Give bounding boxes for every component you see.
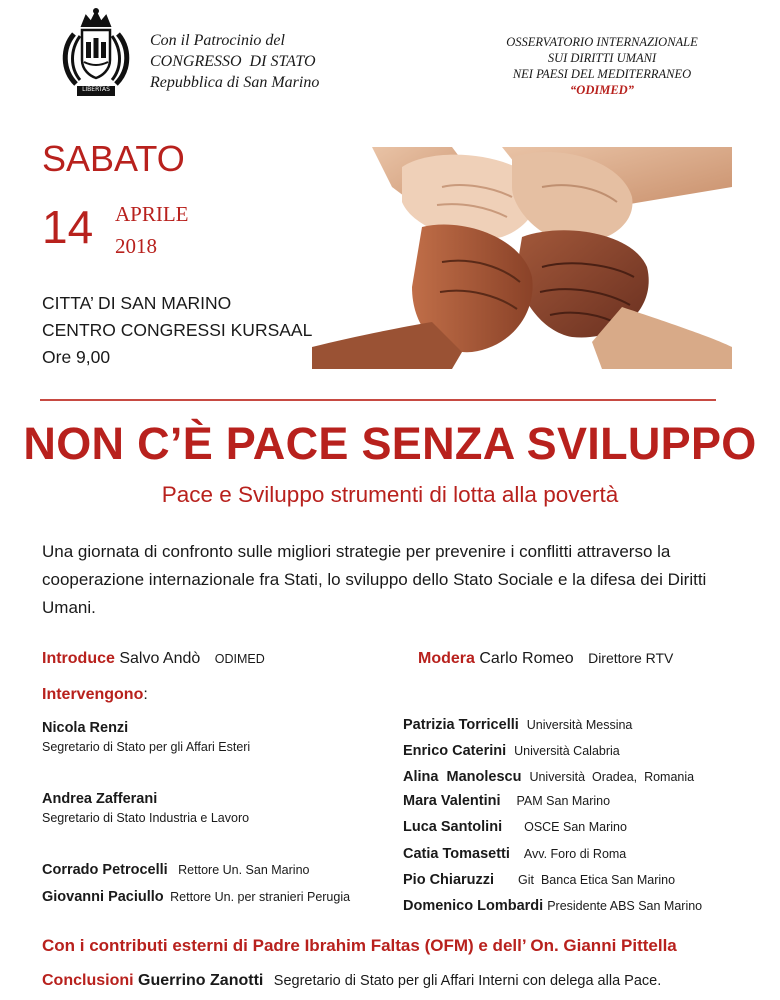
speaker-role: Git Banca Etica San Marino bbox=[518, 873, 676, 887]
conclusions-label: Conclusioni bbox=[42, 972, 134, 989]
introduce-role: ODIMED bbox=[214, 652, 265, 666]
speaker-left bbox=[42, 791, 249, 825]
speaker-role: OSCE San Marino bbox=[524, 820, 627, 834]
venue-time: Ore 9,00 bbox=[42, 347, 111, 367]
speaker-name: Luca Santolini bbox=[403, 819, 503, 835]
speaker-name: Domenico Lombardi bbox=[403, 898, 544, 914]
day-number: 14 bbox=[42, 201, 94, 253]
speaker-name: Pio Chiaruzzi bbox=[403, 872, 495, 888]
venue bbox=[42, 290, 312, 371]
month: APRILE bbox=[115, 202, 189, 226]
intro-paragraph: Una giornata di confronto sulle migliori strategie per prevenire i conflitti attraverso la cooperazione internazionale fra Stati, lo sviluppo dello Stato Sociale e la difesa dei Diritti Umani. bbox=[42, 542, 707, 617]
month-year bbox=[115, 198, 189, 262]
year: 2018 bbox=[115, 234, 157, 258]
speaker-role: Università Messina bbox=[526, 718, 633, 732]
speaker-role: Avv. Foro di Roma bbox=[523, 847, 627, 861]
emblem-motto: LIBERTAS bbox=[82, 86, 110, 93]
observatory-line: SUI DIRITTI UMANI bbox=[547, 51, 657, 65]
venue-center: CENTRO CONGRESSI KURSAAL bbox=[42, 320, 313, 340]
linked-hands-photo bbox=[312, 147, 732, 369]
speaker-right bbox=[403, 871, 675, 889]
speaker-right bbox=[403, 845, 626, 863]
observatory-text bbox=[470, 34, 734, 98]
speaker-role: Rettore Un. San Marino bbox=[178, 863, 310, 877]
speaker-right bbox=[403, 768, 694, 786]
observatory-line: OSSERVATORIO INTERNAZIONALE bbox=[506, 35, 698, 49]
subtitle: Pace e Sviluppo strumenti di lotta alla povertà bbox=[161, 482, 619, 507]
speaker-right bbox=[403, 818, 627, 836]
speaker-name: Nicola Renzi bbox=[42, 720, 129, 736]
introduce-row bbox=[42, 650, 265, 668]
speaker-left bbox=[42, 720, 250, 754]
speaker-role: Segretario di Stato per gli Affari Esteri bbox=[42, 740, 251, 754]
venue-city: CITTA’ DI SAN MARINO bbox=[42, 293, 232, 313]
main-title: NON C’È PACE SENZA SVILUPPO bbox=[23, 418, 757, 469]
speaker-name: Corrado Petrocelli bbox=[42, 862, 168, 878]
speaker-role: Segretario di Stato Industria e Lavoro bbox=[42, 811, 250, 825]
day-name: SABATO bbox=[42, 138, 185, 179]
divider-line bbox=[40, 399, 716, 401]
speaker-name: Andrea Zafferani bbox=[42, 791, 158, 807]
speaker-role: Rettore Un. per stranieri Perugia bbox=[170, 890, 351, 904]
modera-row bbox=[418, 650, 673, 668]
introduce-label: Introduce bbox=[42, 650, 115, 667]
speaker-role: Università Calabria bbox=[514, 744, 620, 758]
speaker-right bbox=[403, 897, 702, 915]
conclusions-row bbox=[42, 972, 661, 990]
modera-label: Modera bbox=[418, 650, 475, 667]
conclusions-role: Segretario di Stato per gli Affari Interni con delega alla Pace. bbox=[273, 973, 662, 989]
speaker-name: Patrizia Torricelli bbox=[403, 717, 519, 733]
speaker-name: Catia Tomasetti bbox=[403, 846, 510, 862]
intervengono-label: Intervengono bbox=[42, 686, 144, 703]
contributions-line: Con i contributi esterni di Padre Ibrahim Faltas (OFM) e dell’ On. Gianni Pittella bbox=[42, 936, 677, 955]
speaker-name: Enrico Caterini bbox=[403, 743, 507, 759]
introduce-name: Salvo Andò bbox=[119, 650, 201, 667]
conclusions-name: Guerrino Zanotti bbox=[138, 972, 264, 989]
modera-name: Carlo Romeo bbox=[479, 650, 574, 667]
observatory-line: NEI PAESI DEL MEDITERRANEO bbox=[512, 67, 692, 81]
patronage-text bbox=[150, 30, 319, 93]
speaker-name: Mara Valentini bbox=[403, 793, 501, 809]
speaker-right bbox=[403, 742, 620, 760]
speaker-role: Presidente ABS San Marino bbox=[547, 899, 703, 913]
speaker-name: Alina Manolescu bbox=[403, 769, 522, 785]
modera-role: Direttore RTV bbox=[588, 650, 674, 666]
patronage-line: CONGRESSO DI STATO bbox=[150, 53, 316, 70]
speaker-left bbox=[42, 861, 309, 879]
speaker-right bbox=[403, 716, 632, 734]
patronage-line: Repubblica di San Marino bbox=[150, 74, 320, 91]
observatory-acronym: “ODIMED” bbox=[570, 83, 634, 97]
speaker-role: PAM San Marino bbox=[516, 794, 611, 808]
intervengono-row: Intervengono: bbox=[42, 686, 148, 703]
speaker-name: Giovanni Paciullo bbox=[42, 889, 164, 905]
speaker-left bbox=[42, 888, 350, 906]
speaker-role: Università Oradea, Romania bbox=[529, 770, 695, 784]
patronage-line: Con il Patrocinio del bbox=[150, 32, 285, 49]
speaker-right bbox=[403, 792, 610, 810]
